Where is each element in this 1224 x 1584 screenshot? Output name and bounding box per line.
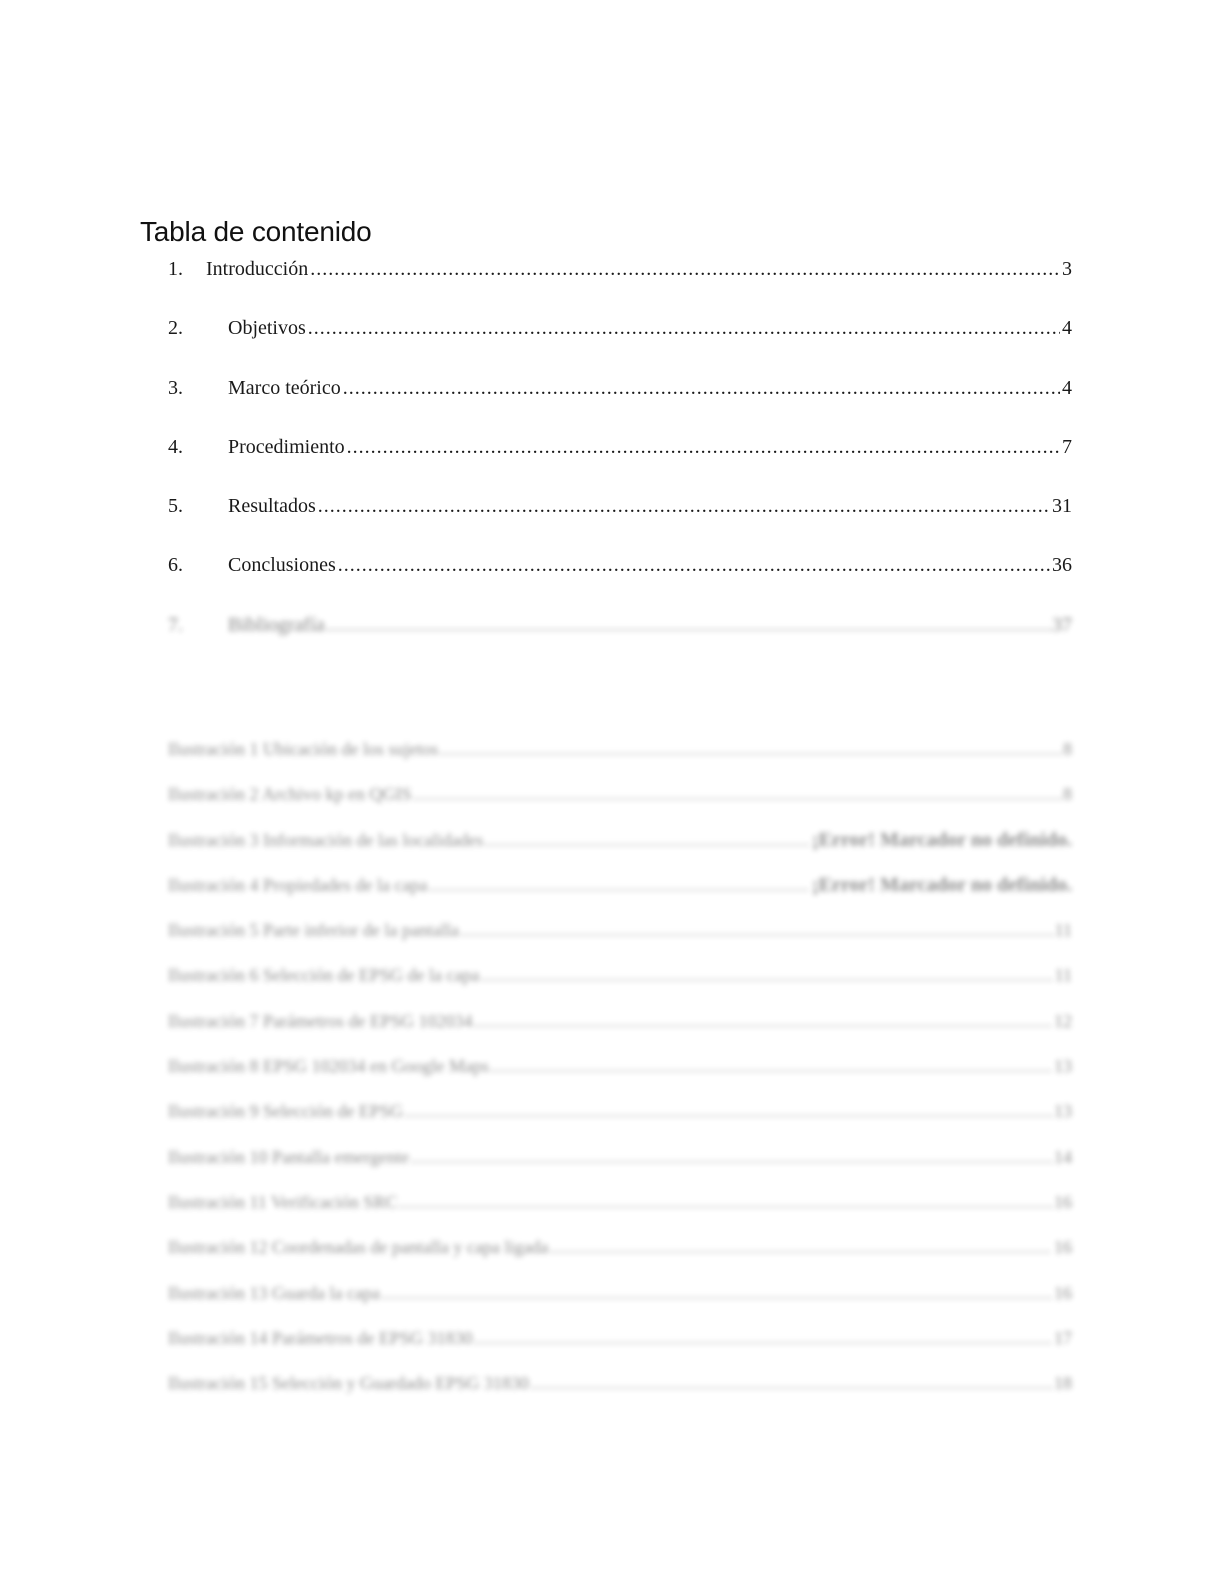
toc-entry-label: Bibliografía (228, 613, 325, 636)
figure-dot-leader (399, 1185, 1052, 1219)
figure-entry-label: Ilustración 8 EPSG 102034 en Google Maps (168, 1056, 489, 1077)
toc-entry-label: Conclusiones (228, 554, 336, 577)
figure-entry-page: 14 (1054, 1146, 1072, 1167)
figure-entry-label: Ilustración 9 Selección de EPSG (168, 1101, 403, 1122)
figure-entry-page: 18 (1054, 1373, 1072, 1394)
figure-entry[interactable] (168, 823, 1072, 868)
toc-entry-page: 31 (1052, 495, 1072, 518)
figure-entry-label: Ilustración 11 Verificación SRC (168, 1191, 398, 1212)
figure-dot-leader (411, 1140, 1052, 1174)
toc-entry-number: 4. (168, 435, 183, 458)
figure-entry-label: Ilustración 3 Información de las localidades (168, 829, 484, 850)
figure-entry-label: Ilustración 14 Parámetros de EPSG 31830 (168, 1327, 473, 1348)
figure-entry-page: 13 (1054, 1056, 1072, 1077)
figure-entry-label: Ilustración 6 Selección de EPSG de la capa (168, 965, 480, 986)
toc-dot-leader (308, 311, 1060, 345)
toc-entry-label: Procedimiento (228, 435, 345, 458)
figure-entry[interactable] (168, 958, 1072, 1003)
toc-title: Tabla de contenido (140, 216, 372, 247)
figure-entry[interactable] (168, 868, 1072, 913)
toc-entry-number: 1. (168, 258, 183, 280)
toc-dot-leader (343, 371, 1060, 405)
toc-entry-label: Resultados (228, 495, 316, 518)
figure-entry-label: Ilustración 15 Selección y Guardado EPSG 31830 (168, 1373, 529, 1394)
toc-entry-number: 5. (168, 495, 183, 518)
figure-entry[interactable] (168, 1230, 1072, 1275)
figure-entry-label: Ilustración 5 Parte inferior de la pantalla (168, 920, 459, 941)
figure-entry[interactable] (168, 777, 1072, 822)
figure-entry-page: 11 (1054, 920, 1072, 941)
toc-dot-leader (318, 489, 1050, 523)
figure-entry-label: Ilustración 12 Coordenadas de pantalla y capa ligada (168, 1237, 549, 1258)
toc-entry-page: 7 (1062, 435, 1072, 458)
figure-dot-leader (440, 732, 1061, 766)
figure-entry[interactable] (168, 1004, 1072, 1049)
figure-entry[interactable] (168, 1321, 1072, 1366)
figure-dot-leader (481, 958, 1052, 992)
toc-entry[interactable] (168, 430, 1072, 489)
figure-entry-page: 16 (1054, 1237, 1072, 1258)
figure-dot-leader (382, 1276, 1052, 1310)
toc-entry-page: 4 (1062, 317, 1072, 340)
figure-entry-page-error: ¡Error! Marcador no definido. (812, 873, 1072, 896)
figure-dot-leader (485, 823, 810, 857)
toc-entry-number: 2. (168, 317, 183, 340)
toc-list (168, 252, 1072, 667)
toc-entry[interactable] (168, 371, 1072, 430)
figure-entry[interactable] (168, 1094, 1072, 1139)
figure-entry[interactable] (168, 1140, 1072, 1185)
figure-entry-page: 13 (1054, 1101, 1072, 1122)
toc-entry-page: 36 (1052, 554, 1072, 577)
figure-entry[interactable] (168, 913, 1072, 958)
figure-entry[interactable] (168, 1049, 1072, 1094)
figure-entry[interactable] (168, 732, 1072, 777)
figure-entry-label: Ilustración 13 Guarda la capa (168, 1282, 380, 1303)
figure-entry-page: 11 (1054, 965, 1072, 986)
figure-dot-leader (531, 1366, 1052, 1400)
figure-dot-leader (405, 1094, 1052, 1128)
toc-entry-label: Marco teórico (228, 376, 341, 399)
figure-entry-page: 16 (1054, 1282, 1072, 1303)
figure-entry-label: Ilustración 7 Parámetros de EPSG 102034 (168, 1010, 473, 1031)
toc-entry-page: 3 (1062, 258, 1072, 280)
toc-dot-leader (347, 430, 1060, 464)
figure-index (168, 732, 1072, 1411)
toc-entry-label: Objetivos (228, 317, 306, 340)
toc-entry[interactable] (168, 548, 1072, 607)
toc-entry-number: 3. (168, 376, 183, 399)
figure-entry-label: Ilustración 10 Pantalla emergente (168, 1146, 410, 1167)
toc-entry[interactable] (168, 489, 1072, 548)
toc-entry-number: 7. (168, 613, 183, 636)
toc-dot-leader (310, 252, 1060, 286)
figure-entry-page: 8 (1063, 784, 1072, 805)
figure-entry-page: 16 (1054, 1191, 1072, 1212)
figure-dot-leader (461, 913, 1053, 947)
figure-entry-page: 17 (1054, 1327, 1072, 1348)
figure-dot-leader (429, 868, 810, 902)
figure-entry-label: Ilustración 2 Archivo kp en QGIS (168, 784, 412, 805)
figure-entry-page: 12 (1054, 1010, 1072, 1031)
figure-dot-leader (474, 1321, 1052, 1355)
figure-dot-leader (550, 1230, 1052, 1264)
toc-entry-number: 6. (168, 554, 183, 577)
figure-entry[interactable] (168, 1185, 1072, 1230)
figure-entry-label: Ilustración 4 Propiedades de la capa (168, 874, 428, 895)
toc-entry[interactable] (168, 311, 1072, 370)
toc-dot-leader (338, 548, 1050, 582)
figure-dot-leader (413, 777, 1061, 811)
figure-entry-label: Ilustración 1 Ubicación de los sujetos (168, 739, 439, 759)
figure-entry[interactable] (168, 1366, 1072, 1411)
toc-dot-leader (327, 608, 1050, 642)
figure-entry-page-error: ¡Error! Marcador no definido. (812, 828, 1072, 851)
figure-dot-leader (474, 1004, 1052, 1038)
figure-entry[interactable] (168, 1276, 1072, 1321)
toc-entry[interactable] (168, 608, 1072, 667)
figure-entry-page: 8 (1063, 739, 1072, 759)
toc-entry-label: Introducción (206, 258, 309, 280)
toc-entry-page: 37 (1052, 613, 1072, 636)
figure-dot-leader (491, 1049, 1052, 1083)
toc-entry[interactable] (168, 252, 1072, 311)
toc-entry-page: 4 (1062, 376, 1072, 399)
